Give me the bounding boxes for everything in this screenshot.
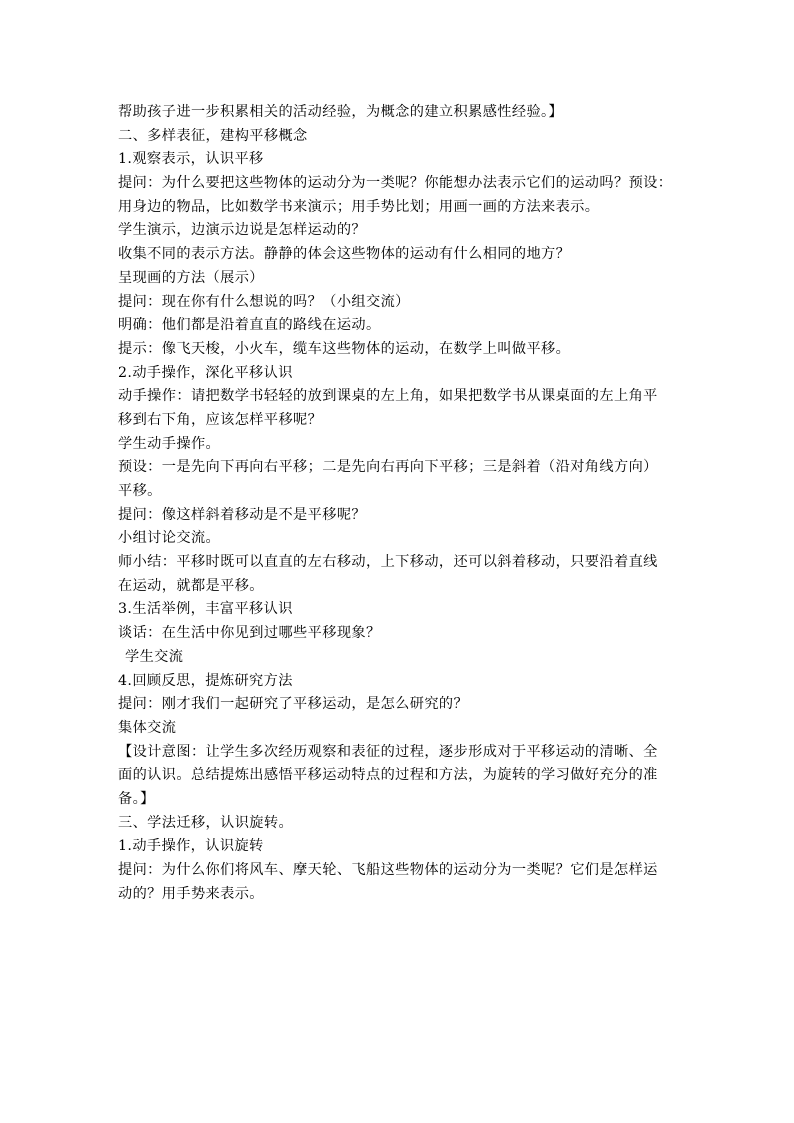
text-line: 提问：像这样斜着移动是不是平移呢？ (118, 506, 366, 523)
text-line: 用身边的物品，比如数学书来演示；用手势比划；用画一画的方法来表示。 (118, 198, 600, 215)
design-intent-line: 备。】 (118, 790, 155, 807)
design-intent-line: 面的认识。总结提炼出感悟平移运动特点的过程和方法，为旋转的学习做好充分的准 (118, 767, 658, 784)
text-line: 移到右下角，应该怎样平移呢？ (118, 411, 323, 428)
text-line: 学生动手操作。 (118, 435, 221, 452)
section-heading: 三、学法迁移，认识旋转。 (118, 814, 294, 831)
text-line: 在运动，就都是平移。 (118, 577, 264, 594)
text-line: 帮助孩子进一步积累相关的活动经验，为概念的建立积累感性经验。】 (118, 104, 564, 120)
text-line: 预设：一是先向下再向右平移；二是先向右再向下平移；三是斜着（沿对角线方向） (118, 459, 658, 476)
text-line: 动的？用手势来表示。 (118, 885, 264, 902)
document-page (118, 101, 710, 906)
text-line: 提问：现在你有什么想说的吗？（小组交流） (118, 293, 410, 310)
text-line: 小组讨论交流。 (118, 530, 221, 547)
text-line: 动手操作：请把数学书轻轻的放到课桌的左上角，如果把数学书从课桌面的左上角平 (118, 388, 658, 405)
text-line: 师小结：平移时既可以直直的左右移动，上下移动，还可以斜着移动，只要沿着直线 (118, 554, 658, 571)
section-heading: 二、多样表征，建构平移概念 (118, 127, 308, 144)
text-line: 呈现画的方法（展示） (118, 269, 264, 286)
text-line: 集体交流 (118, 719, 177, 736)
text-line: 谈话：在生活中你见到过哪些平移现象？ (118, 625, 381, 642)
subsection-heading: 2.动手操作，深化平移认识 (118, 364, 293, 381)
text-line: 提问：为什么你们将风车、摩天轮、飞船这些物体的运动分为一类呢？它们是怎样运 (118, 862, 658, 878)
text-line: 平移。 (118, 483, 162, 499)
text-line: 提示：像飞天梭，小火车，缆车这些物体的运动，在数学上叫做平移。 (118, 340, 571, 357)
text-line: 提问：为什么要把这些物体的运动分为一类呢？你能想办法表示它们的运动吗？预设： (118, 175, 673, 192)
text-line: 明确：他们都是沿着直直的路线在运动。 (118, 317, 381, 334)
subsection-heading: 4.回顾反思，提炼研究方法 (118, 672, 293, 689)
text-line: 学生交流 (125, 648, 184, 665)
text-line: 提问：刚才我们一起研究了平移运动，是怎么研究的？ (118, 696, 469, 713)
subsection-heading: 1.观察表示，认识平移 (118, 151, 264, 168)
subsection-heading: 3.生活举例，丰富平移认识 (118, 601, 293, 618)
text-line: 学生演示，边演示边说是怎样运动的？ (118, 222, 366, 239)
subsection-heading: 1.动手操作，认识旋转 (118, 838, 264, 855)
design-intent-line: 【设计意图：让学生多次经历观察和表征的过程，逐步形成对于平移运动的清晰、全 (118, 743, 658, 760)
text-line: 收集不同的表示方法。静静的体会这些物体的运动有什么相同的地方？ (118, 246, 571, 263)
